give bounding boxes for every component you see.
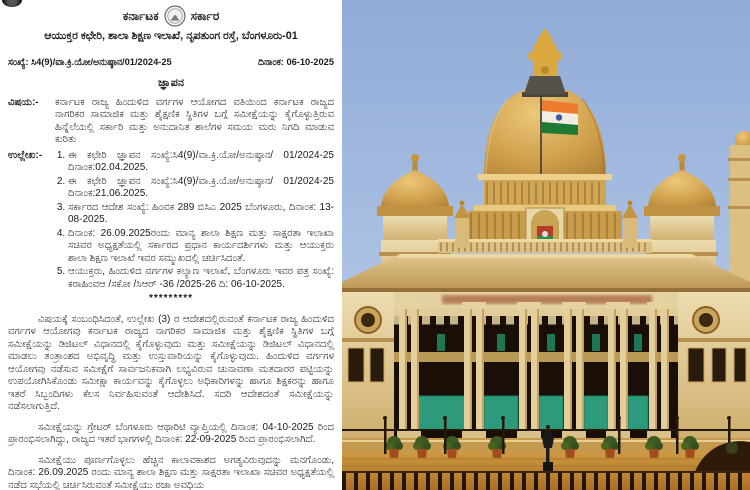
subject-block (8, 97, 334, 147)
document-date: ದಿನಾಂಕ: 06-10-2025 (258, 56, 334, 67)
document-header (8, 5, 334, 27)
right-edge-tower (728, 131, 750, 295)
side-wall-right (678, 292, 750, 442)
reference-label: ಉಲ್ಲೇಖ:- (8, 149, 43, 161)
org-name-right: ಸರ್ಕಾರ (190, 9, 220, 23)
body-paragraph-3: ಸಮೀಕ್ಷೆಯು ಪೂರ್ಣಗೊಳ್ಳಲು ಹೆಚ್ಚಿನ ಕಾಲಾವಕಾಶದ ಅಗತ್ಯವಿರುವುದನ್ನು ಮನಗೊಂಡು, ದಿನಾಂಕ: 26.09.2025 ರಂದು ಮಾನ್ಯ ಶಾಲಾ ಶಿಕ್ಷಣ ಮತ್ತು ಸಾಕ್ಷರತಾ ಇಲಾಖಾ ಸಚಿವರ ಅಧ್ಯಕ್ಷತೆಯಲ್ಲಿ ನಡೆದ ಸಭೆಯಲ್ಲಿ ಚರ್ಚಿಸಿರುವಂತೆ ಸಮೀಕ್ಷೆಯು ರಜಾ ಅವಧಿಯ (8, 454, 334, 490)
reference-item: 1. ಈ ಕಛೇರಿ ಜ್ಞಾಪನ ಸಂಖ್ಯೆ:ಸಿ4(9)/ವಾ.ಕ್ರಿ.ಯೋ/ಅನುಷ್ಠಾನ/ 01/2024-25 ದಿನಾಂಕ:02.04.2025. (68, 150, 334, 175)
reference-item: 2. ಈ ಕಛೇರಿ ಜ್ಞಾಪನ ಸಂಖ್ಯೆ:ಸಿ4(9)/ವಾ.ಕ್ರಿ.ಯೋ/ಅನುಷ್ಠಾನ/ 01/2024-25 ದಿನಾಂಕ:21.06.2025. (68, 176, 334, 201)
memo-title: ಜ್ಞಾಪನ (158, 77, 184, 89)
main-roof (342, 254, 750, 292)
karnataka-emblem-icon (164, 5, 186, 27)
subject-text: ಕರ್ನಾಟಕ ರಾಜ್ಯ ಹಿಂದುಳಿದ ವರ್ಗಗಳ ಆಯೋಗದ ವತಿಯಿಂದ ಕರ್ನಾಟಕ ರಾಜ್ಯದ ನಾಗರಿಕರ ಸಾಮಾಜಿಕ ಮತ್ತು ಶೈಕ್ಷಣಿಕ ಸ್ಥಿತಿಗಳ ಬಗ್ಗೆ ಸಮೀಕ್ಷೆಯನ್ನು ಕೈಗೊಳ್ಳುತ್ತಿರುವ ಹಿನ್ನೆಲೆಯಲ್ಲಿ ಸರ್ಕಾರಿ ಮತ್ತು ಅನುದಾನಿತ ಶಾಲೆಗಳ ಸಮಯ ಮರು ನಿಗದಿ ಮಾಡುವ ಕುರಿತು (55, 96, 334, 145)
org-address: ಆಯುಕ್ತರ ಕಛೇರಿ, ಶಾಲಾ ಶಿಕ್ಷಣ ಇಲಾಖೆ, ನೃಪತುಂಗ ರಸ್ತೆ, ಬೆಂಗಳೂರು-01 (44, 30, 298, 42)
body-paragraph-1: ವಿಷಯಕ್ಕೆ ಸಂಬಂಧಿಸಿದಂತೆ, ಉಲ್ಲೇಖ (3) ರ ಆದೇಶದಲ್ಲಿರುವಂತೆ ಕರ್ನಾಟಕ ರಾಜ್ಯ ಹಿಂದುಳಿದ ವರ್ಗಗಳ ಆಯೋಗವು ಕರ್ನಾಟಕ ರಾಜ್ಯದ ನಾಗರಿಕರ ಸಾಮಾಜಿಕ ಮತ್ತು ಶೈಕ್ಷಣಿಕ ಸ್ಥಿತಿಗಳ ಬಗ್ಗೆ ಸಮೀಕ್ಷೆಯನ್ನು ಡಿಜಿಟಲ್ ವಿಧಾನದಲ್ಲಿ ಕೈಗೊಳ್ಳುವುದು ಮತ್ತು ಸಮೀಕ್ಷೆಯನ್ನು ಡಿಜಿಟಲ್ ವಿಧಾನದಲ್ಲಿ ಮಾಡಲು ತಂತ್ರಾಂಶದ ಅಭಿವೃದ್ಧಿ ಮತ್ತು ಉಸ್ತುವಾರಿಯನ್ನು ಕೈಗೊಳ್ಳುವುದು. ಹಿಂದುಳಿದ ವರ್ಗಗಳ ಆಯೋಗವು ನಡೆಸುವ ಸಮೀಕ್ಷೆಗೆ ಸಾರ್ವಜನಿಕವಾಗಿ ಲಭ್ಯವಿರುವ ಚುನಾವಣಾ ಮತದಾರರ ಪಟ್ಟಿಯನ್ನು ಉಪಯೋಗಿಸಿಕೊಂಡು ಸಮೀಕ್ಷಾ ಕಾರ್ಯವನ್ನು ಕೈಗೊಳ್ಳಲು ಅಧಿಕಾರಿಗಳನ್ನು ಹಾಗೂ ಶಿಕ್ಷಕರನ್ನು ಹಾಗೂ ಇತರೆ ಸಿಬ್ಬಂದಿಗಳು ಕೆಲಸ ನಿರ್ವಹಿಸುವಂತೆ ಆದೇಶಿಸಿದೆ. ಸದರಿ ಆದೇಶದಂತೆ ಸಮೀಕ್ಷೆಯನ್ನು ನಡೆಸಲಾಗುತ್ತಿದೆ. (8, 313, 334, 412)
government-memo-document (0, 0, 342, 490)
reference-list (55, 150, 334, 293)
body-paragraph-2: ಸಮೀಕ್ಷೆಯನ್ನು ಗ್ರೇಟರ್ ಬೆಂಗಳೂರು ಆಥಾರಿಟಿ ವ್ಯಾಪ್ತಿಯಲ್ಲಿ ದಿನಾಂಕ: 04-10-2025 ರಿಂದ ಪ್ರಾರಂಭಿಸಲಾಗಿದ್ದು, ರಾಜ್ಯದ ಇತರೆ ಭಾಗಗಳಲ್ಲಿ ದಿನಾಂಕ: 22-09-2025 ರಿಂದ ಪ್ರಾರಂಭಿಸಲಾಗಿದೆ. (8, 421, 334, 445)
fence-spikes (342, 471, 750, 490)
reference-date-row (8, 56, 334, 69)
reference-item: 3. ಸರ್ಕಾರದ ಆದೇಶ ಸಂಖ್ಯೆ: ಹಿಂವಕ 289 ಬಿಸಿಎ 2025 ಬೆಂಗಳೂರು, ದಿನಾಂಕ: 13-08-2025. (68, 202, 334, 227)
subject-label: ವಿಷಯ:- (8, 96, 39, 108)
vidhana-soudha-illustration (342, 0, 750, 490)
reference-number: ಸಂಖ್ಯೆ: ಸಿ4(9)/ವಾ.ಕ್ರಿ.ಯೋ/ಅನುಷ್ಠಾನ/01/2024-25 (8, 56, 172, 67)
reference-item: 4. ದಿನಾಂಕ: 26.09.2025ರಂದು ಮಾನ್ಯ ಶಾಲಾ ಶಿಕ್ಷಣ ಮತ್ತು ಸಾಕ್ಷರತಾ ಇಲಾಖಾ ಸಚಿವರ ಅಧ್ಯಕ್ಷತೆಯಲ್ಲಿ ಸರ್ಕಾರದ ಪ್ರಧಾನ ಕಾರ್ಯದರ್ಶಿಗಳು ಮತ್ತು ಆಯುಕ್ತರು ಶಾಲಾ ಶಿಕ್ಷಣ ಇಲಾಖೆ ಇವರ ಸಮ್ಮುಖದಲ್ಲಿ ಚರ್ಚಿಸಿದಂತೆ. (68, 228, 334, 266)
reference-block (8, 150, 334, 293)
reference-item: 5. ಆಯುಕ್ತರು, ಹಿಂದುಳಿದ ವರ್ಗಗಳ ಕಲ್ಯಾಣ ಇಲಾಖೆ, ಬೆಂಗಳೂರು ಇವರ ಪತ್ರ ಸಂಖ್ಯೆ: ಕರಾಹಿಂವಆ /ಸಕೋ /ಸಿಆರ್ -36 /2025-26 ದಿ: 06-10-2025. (68, 266, 334, 291)
org-name-left: ಕರ್ನಾಟಕ (122, 9, 159, 23)
asterisk-separator: ********* (148, 293, 194, 304)
vidhana-soudha-photo (342, 0, 750, 490)
